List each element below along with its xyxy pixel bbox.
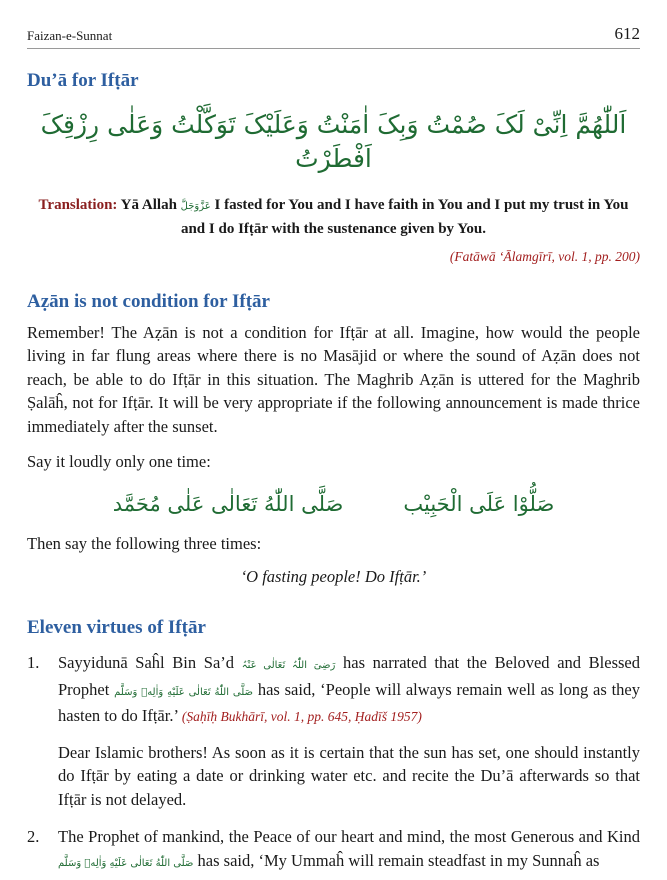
announcement-quote: ‘O fasting people! Do Ifṭār.’ — [240, 567, 427, 586]
item-1-paragraph-2: Dear Islamic brothers! As soon as it is certain that the sun has set, one should instantly do Ifṭār by eating a date or drinking water etc. and recite the Du’ā afterwards so that Ifṭār is not delayed. — [58, 742, 640, 809]
book-title: Faizan-e-Sunnat — [27, 28, 113, 43]
item-2-text-b: has said, ‘My Ummaĥ will remain steadfast in my Sunnaĥ as — [197, 850, 600, 870]
virtues-list — [27, 651, 640, 875]
say-thrice-text: Then say the following three times: — [27, 533, 262, 553]
dua-heading: Du’ā for Ifṭār — [27, 70, 139, 91]
honorific-sallallahu-alaihi: صَلَّى اللّٰهُ تَعَالٰی عَلَیْهِ وَاٰلِهٖ وَسَلَّم — [114, 686, 254, 698]
blessing-salu-alal-habib: صَلُّوْا عَلَی الْحَبِیْب — [403, 491, 555, 516]
item-1-text-b: has narrated that the Beloved and Blessed Prophet — [58, 653, 641, 699]
dua-reference: (Fatāwā ‘Ālamgīrī, vol. 1, pp. 200) — [449, 249, 640, 264]
translation-label: Translation: — [38, 197, 118, 213]
item-1-text-a: Sayyidunā Saĥl Bin Sa’d — [58, 653, 235, 672]
say-once-text: Say it loudly only one time: — [27, 452, 211, 471]
azan-section — [27, 291, 640, 588]
item-1-reference: (Ṣaḥīḥ Bukhārī, vol. 1, pp. 645, Ḥadīš 1957) — [181, 709, 422, 724]
dua-arabic-text: اَللّٰهُمَّ اِنِّیْ لَکَ صُمْتُ وَبِکَ اٰمَنْتُ وَعَلَیْکَ تَوَکَّلْتُ وَعَلٰی رِزْقِکَ اَفْطَرْتُ — [40, 110, 627, 173]
blessing-sallallahu: صَلَّى اللّٰهُ تَعَالٰی عَلٰی مُحَمَّد — [112, 491, 344, 516]
azan-heading: Aẓān is not condition for Ifṭār — [27, 290, 270, 312]
list-item — [27, 651, 640, 811]
item-number: 2. — [27, 827, 40, 846]
page-content — [27, 70, 640, 875]
item-1-text-c: has said, ‘People will always remain well as long as they hasten to do Ifṭār.’ — [58, 679, 640, 725]
honorific-azza-wajal: عَزَّوَجَلَّ — [180, 201, 211, 212]
page-header — [27, 22, 640, 49]
page-number: 612 — [614, 24, 640, 43]
translation-pre: Yā Allah — [120, 197, 177, 213]
honorific-sallallahu-alaihi: صَلَّى اللّٰهُ تَعَالٰی عَلَیْهِ وَاٰلِهٖ وَسَلَّم — [58, 857, 194, 869]
item-2-text-a: The Prophet of mankind, the Peace of our heart and mind, the most Generous and Kind — [58, 827, 640, 846]
item-1-paragraph-1 — [58, 651, 640, 729]
virtues-section — [27, 617, 640, 875]
azan-paragraph: Remember! The Aẓān is not a condition for Ifṭār at all. Imagine, how would the people living in far flung areas where there is no Masājid or where the sound of Aẓān does not reach, be able to do Ifṭār in this situation. The Maghrib Aẓān is uttered for the Maghrib Ṣalāĥ, not for Ifṭār. It will be very appropriate if the following announcement is made thrice immediately after the sunset. — [27, 322, 640, 436]
honorific-radiyallahu-anhu: رَضِیَ اللّٰہُ تَعَالٰی عَنْہُ — [241, 660, 336, 671]
item-number: 1. — [27, 653, 40, 672]
list-item — [27, 825, 640, 875]
item-2-paragraph-1 — [58, 825, 640, 875]
translation-post: I fasted for You and I have faith in You and I put my trust in You and I do Ifṭār with the sustenance given by You. — [180, 197, 629, 237]
dua-translation — [27, 194, 640, 241]
dua-section — [27, 70, 640, 269]
virtues-heading: Eleven virtues of Ifṭār — [27, 617, 206, 638]
blessings-row — [27, 492, 640, 516]
